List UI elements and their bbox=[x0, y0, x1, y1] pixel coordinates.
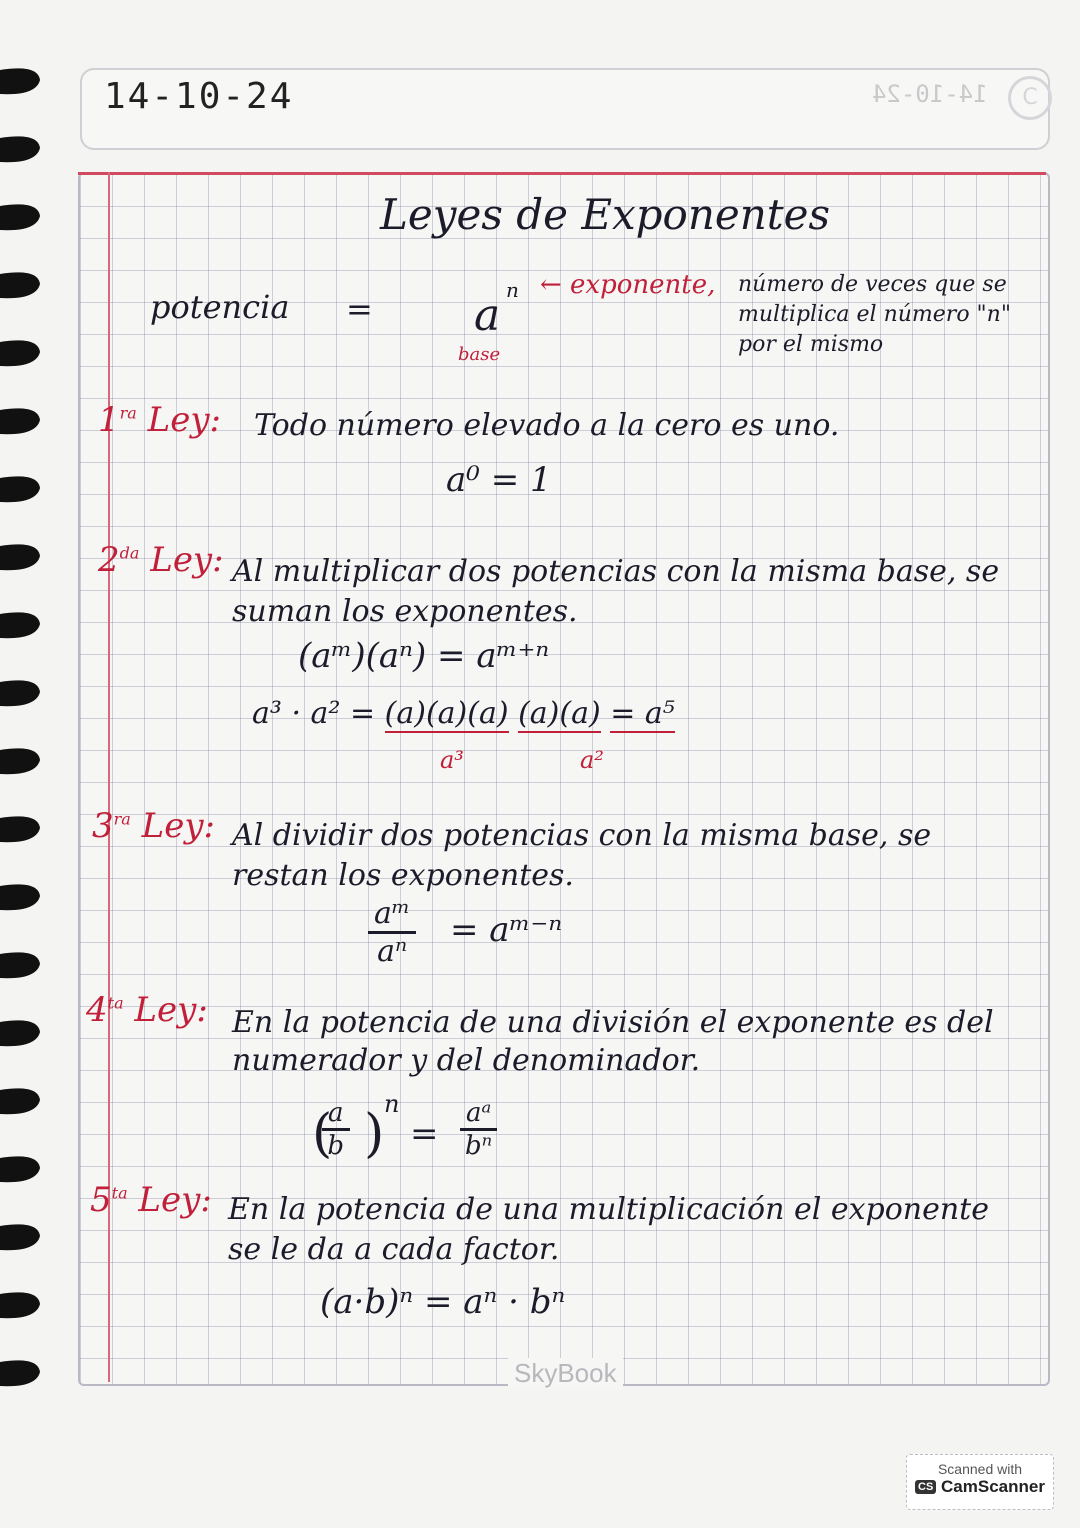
law-2-text: Al multiplicar dos potencias con la misma base, se suman los exponentes. bbox=[232, 554, 1000, 629]
law-5-formula: (a·b)ⁿ = aⁿ · bⁿ bbox=[320, 1282, 566, 1322]
law-1-text: Todo número elevado a la cero es uno. bbox=[254, 408, 840, 443]
law-2-brace-a2: a² bbox=[580, 746, 604, 774]
law-1-number: $1^{ra}$ Ley: bbox=[98, 400, 222, 440]
law-2-example-left: a³ · a² = bbox=[252, 696, 376, 731]
law-2-example-group2: (a)(a) bbox=[518, 696, 601, 731]
page-title: Leyes de Exponentes bbox=[380, 190, 831, 239]
camscanner-badge bbox=[906, 1454, 1054, 1510]
law-4-rhs-den: bⁿ bbox=[465, 1131, 493, 1161]
scanner-line1: Scanned with bbox=[937, 1461, 1023, 1477]
law-3-numerator: aᵐ bbox=[368, 896, 416, 934]
law-4-paren-close: ) bbox=[364, 1104, 385, 1164]
law-5-text: En la potencia de una multiplicación el exponente se le da a cada factor. bbox=[228, 1192, 989, 1267]
law-3-formula-rhs: = aᵐ⁻ⁿ bbox=[450, 910, 563, 950]
law-4-lhs-exp: n bbox=[384, 1090, 400, 1118]
circle-mark: C bbox=[1008, 76, 1052, 120]
law-1-formula: a⁰ = 1 bbox=[446, 460, 552, 500]
law-4-paren-open: ( bbox=[312, 1104, 333, 1164]
spiral-binding bbox=[0, 0, 60, 1528]
law-2-example-right: = a⁵ bbox=[610, 696, 675, 731]
law-4-rhs-fraction bbox=[460, 1098, 497, 1161]
law-3-fraction bbox=[368, 896, 416, 969]
law-5-heading: $5^{ta}$ Ley: bbox=[90, 1180, 212, 1220]
law-4-heading: $4^{ta}$ Ley: bbox=[86, 990, 208, 1030]
base-label: base bbox=[458, 344, 501, 365]
law-4-equals: = bbox=[410, 1114, 439, 1154]
date-header-box bbox=[80, 68, 1050, 150]
potencia-equals: = bbox=[346, 290, 373, 328]
law-1-heading bbox=[98, 400, 221, 440]
law-4-text: En la potencia de una división el exponente es del numerador y del denominador. bbox=[232, 1005, 994, 1078]
law-3-denominator: aⁿ bbox=[377, 934, 408, 969]
law-3-text: Al dividir dos potencias con la misma base, se restan los exponentes. bbox=[232, 818, 932, 893]
law-2-example-group1: (a)(a)(a) bbox=[384, 696, 509, 731]
date-text: 14-10-24 bbox=[104, 76, 294, 117]
law-2-brace-a3: a³ bbox=[440, 746, 464, 774]
potencia-base-symbol: a bbox=[474, 290, 501, 341]
top-margin-line bbox=[78, 172, 1046, 175]
scanner-line2: CS CamScanner bbox=[907, 1477, 1053, 1497]
exponent-description: número de veces que se multiplica el número "n" por el mismo bbox=[738, 272, 1011, 357]
law-2-formula: (aᵐ)(aⁿ) = aᵐ⁺ⁿ bbox=[298, 636, 550, 676]
potencia-exponent-symbol: n bbox=[506, 278, 519, 302]
law-2-heading: $2^{da}$ Ley: bbox=[98, 540, 224, 580]
law-4-lhs-num: a bbox=[322, 1098, 350, 1131]
law-4-lhs-fraction bbox=[322, 1098, 350, 1161]
exponent-label: ← exponente, bbox=[540, 270, 716, 300]
skybook-watermark: SkyBook bbox=[508, 1358, 623, 1389]
date-ghost-text: 14-10-24 bbox=[872, 80, 988, 108]
law-3-heading: $3^{ra}$ Ley: bbox=[92, 806, 216, 846]
potencia-label: potencia bbox=[150, 288, 290, 326]
law-4-lhs-den: b bbox=[327, 1131, 345, 1161]
law-2-example bbox=[252, 696, 675, 731]
camscanner-icon: CS bbox=[915, 1480, 936, 1494]
law-4-rhs-num: aᵃ bbox=[460, 1098, 497, 1131]
